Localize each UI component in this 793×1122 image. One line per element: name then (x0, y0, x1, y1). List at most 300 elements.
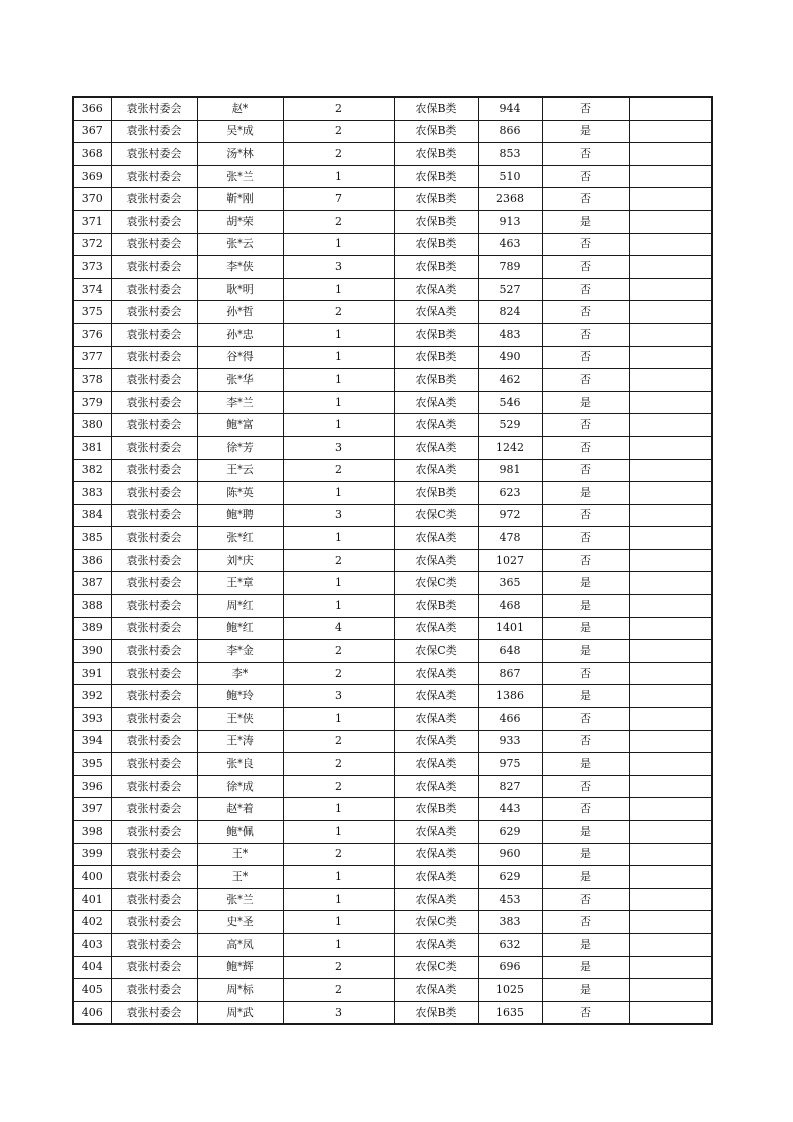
row-number-cell: 370 (73, 188, 111, 211)
village-committee-cell: 袁张村委会 (111, 323, 197, 346)
table-row (73, 911, 712, 934)
remark-cell (629, 595, 712, 618)
household-count-cell: 2 (283, 979, 394, 1002)
table-row (73, 301, 712, 324)
status-cell: 是 (542, 979, 629, 1002)
amount-cell: 478 (478, 527, 542, 550)
row-number-cell: 383 (73, 482, 111, 505)
village-committee-cell: 袁张村委会 (111, 617, 197, 640)
amount-cell: 527 (478, 278, 542, 301)
household-count-cell: 1 (283, 866, 394, 889)
amount-cell: 960 (478, 843, 542, 866)
row-number-cell: 377 (73, 346, 111, 369)
name-cell: 鲍*佩 (197, 821, 283, 844)
table-row (73, 97, 712, 120)
amount-cell: 944 (478, 97, 542, 120)
table-row (73, 256, 712, 279)
table-row (73, 210, 712, 233)
table-row (73, 866, 712, 889)
row-number-cell: 375 (73, 301, 111, 324)
household-count-cell: 1 (283, 346, 394, 369)
insurance-type-cell: 农保A类 (394, 391, 478, 414)
name-cell: 王*章 (197, 572, 283, 595)
row-number-cell: 380 (73, 414, 111, 437)
remark-cell (629, 640, 712, 663)
remark-cell (629, 662, 712, 685)
remark-cell (629, 369, 712, 392)
name-cell: 李*金 (197, 640, 283, 663)
remark-cell (629, 1001, 712, 1024)
insurance-type-cell: 农保A类 (394, 821, 478, 844)
amount-cell: 933 (478, 730, 542, 753)
row-number-cell: 369 (73, 165, 111, 188)
row-number-cell: 395 (73, 753, 111, 776)
name-cell: 徐*成 (197, 775, 283, 798)
status-cell: 是 (542, 595, 629, 618)
table-row (73, 369, 712, 392)
table-row (73, 527, 712, 550)
remark-cell (629, 504, 712, 527)
household-count-cell: 1 (283, 391, 394, 414)
village-committee-cell: 袁张村委会 (111, 595, 197, 618)
remark-cell (629, 256, 712, 279)
table-row (73, 956, 712, 979)
household-count-cell: 2 (283, 753, 394, 776)
name-cell: 鲍*聘 (197, 504, 283, 527)
insurance-type-cell: 农保B类 (394, 1001, 478, 1024)
remark-cell (629, 414, 712, 437)
name-cell: 张*华 (197, 369, 283, 392)
village-committee-cell: 袁张村委会 (111, 798, 197, 821)
row-number-cell: 404 (73, 956, 111, 979)
row-number-cell: 388 (73, 595, 111, 618)
remark-cell (629, 346, 712, 369)
row-number-cell: 381 (73, 436, 111, 459)
insurance-type-cell: 农保A类 (394, 662, 478, 685)
village-committee-cell: 袁张村委会 (111, 527, 197, 550)
table-row (73, 459, 712, 482)
status-cell: 否 (542, 256, 629, 279)
insurance-type-cell: 农保B类 (394, 120, 478, 143)
household-count-cell: 7 (283, 188, 394, 211)
remark-cell (629, 165, 712, 188)
insurance-type-cell: 农保A类 (394, 843, 478, 866)
household-count-cell: 1 (283, 369, 394, 392)
household-count-cell: 1 (283, 233, 394, 256)
insurance-type-cell: 农保B类 (394, 595, 478, 618)
remark-cell (629, 436, 712, 459)
status-cell: 是 (542, 640, 629, 663)
name-cell: 陈*英 (197, 482, 283, 505)
remark-cell (629, 459, 712, 482)
village-committee-cell: 袁张村委会 (111, 1001, 197, 1024)
name-cell: 孙*哲 (197, 301, 283, 324)
household-count-cell: 1 (283, 527, 394, 550)
household-count-cell: 1 (283, 595, 394, 618)
household-count-cell: 1 (283, 911, 394, 934)
row-number-cell: 394 (73, 730, 111, 753)
table-row (73, 617, 712, 640)
table-row (73, 888, 712, 911)
remark-cell (629, 233, 712, 256)
status-cell: 否 (542, 1001, 629, 1024)
status-cell: 否 (542, 459, 629, 482)
village-committee-cell: 袁张村委会 (111, 369, 197, 392)
insurance-type-cell: 农保B类 (394, 323, 478, 346)
remark-cell (629, 821, 712, 844)
name-cell: 周*红 (197, 595, 283, 618)
table-row (73, 549, 712, 572)
name-cell: 赵*着 (197, 798, 283, 821)
insurance-type-cell: 农保B类 (394, 210, 478, 233)
amount-cell: 1401 (478, 617, 542, 640)
name-cell: 胡*荣 (197, 210, 283, 233)
name-cell: 王* (197, 843, 283, 866)
name-cell: 周*武 (197, 1001, 283, 1024)
roster-table-body (73, 97, 712, 1024)
row-number-cell: 384 (73, 504, 111, 527)
insurance-type-cell: 农保A类 (394, 301, 478, 324)
row-number-cell: 376 (73, 323, 111, 346)
remark-cell (629, 527, 712, 550)
village-committee-cell: 袁张村委会 (111, 753, 197, 776)
table-row (73, 120, 712, 143)
name-cell: 王* (197, 866, 283, 889)
amount-cell: 629 (478, 866, 542, 889)
table-row (73, 233, 712, 256)
status-cell: 否 (542, 414, 629, 437)
status-cell: 否 (542, 278, 629, 301)
household-count-cell: 3 (283, 504, 394, 527)
village-committee-cell: 袁张村委会 (111, 482, 197, 505)
table-row (73, 504, 712, 527)
table-row (73, 1001, 712, 1024)
status-cell: 否 (542, 549, 629, 572)
household-count-cell: 2 (283, 662, 394, 685)
amount-cell: 1242 (478, 436, 542, 459)
amount-cell: 623 (478, 482, 542, 505)
insurance-type-cell: 农保A类 (394, 685, 478, 708)
remark-cell (629, 278, 712, 301)
table-row (73, 933, 712, 956)
row-number-cell: 367 (73, 120, 111, 143)
remark-cell (629, 753, 712, 776)
insurance-type-cell: 农保A类 (394, 278, 478, 301)
remark-cell (629, 685, 712, 708)
remark-cell (629, 956, 712, 979)
status-cell: 否 (542, 911, 629, 934)
amount-cell: 975 (478, 753, 542, 776)
name-cell: 徐*芳 (197, 436, 283, 459)
remark-cell (629, 323, 712, 346)
insurance-type-cell: 农保B类 (394, 256, 478, 279)
amount-cell: 1025 (478, 979, 542, 1002)
table-row (73, 595, 712, 618)
insurance-type-cell: 农保A类 (394, 775, 478, 798)
row-number-cell: 374 (73, 278, 111, 301)
insurance-type-cell: 农保C类 (394, 504, 478, 527)
status-cell: 否 (542, 730, 629, 753)
village-committee-cell: 袁张村委会 (111, 549, 197, 572)
name-cell: 张*兰 (197, 165, 283, 188)
insurance-type-cell: 农保B类 (394, 346, 478, 369)
amount-cell: 913 (478, 210, 542, 233)
household-count-cell: 1 (283, 933, 394, 956)
insurance-type-cell: 农保B类 (394, 97, 478, 120)
household-count-cell: 1 (283, 482, 394, 505)
insurance-type-cell: 农保A类 (394, 549, 478, 572)
row-number-cell: 387 (73, 572, 111, 595)
amount-cell: 463 (478, 233, 542, 256)
village-committee-cell: 袁张村委会 (111, 775, 197, 798)
remark-cell (629, 775, 712, 798)
amount-cell: 529 (478, 414, 542, 437)
table-row (73, 278, 712, 301)
table-row (73, 843, 712, 866)
insurance-type-cell: 农保B类 (394, 233, 478, 256)
household-count-cell: 3 (283, 436, 394, 459)
table-row (73, 662, 712, 685)
table-row (73, 323, 712, 346)
village-committee-cell: 袁张村委会 (111, 414, 197, 437)
amount-cell: 383 (478, 911, 542, 934)
household-count-cell: 2 (283, 143, 394, 166)
table-row (73, 775, 712, 798)
row-number-cell: 399 (73, 843, 111, 866)
row-number-cell: 366 (73, 97, 111, 120)
name-cell: 张*红 (197, 527, 283, 550)
status-cell: 否 (542, 97, 629, 120)
row-number-cell: 391 (73, 662, 111, 685)
status-cell: 是 (542, 843, 629, 866)
remark-cell (629, 210, 712, 233)
row-number-cell: 368 (73, 143, 111, 166)
amount-cell: 1386 (478, 685, 542, 708)
row-number-cell: 382 (73, 459, 111, 482)
household-count-cell: 2 (283, 956, 394, 979)
name-cell: 张*兰 (197, 888, 283, 911)
name-cell: 鲍*红 (197, 617, 283, 640)
insurance-type-cell: 农保C类 (394, 640, 478, 663)
amount-cell: 510 (478, 165, 542, 188)
household-count-cell: 1 (283, 798, 394, 821)
household-count-cell: 3 (283, 685, 394, 708)
village-committee-cell: 袁张村委会 (111, 956, 197, 979)
household-count-cell: 1 (283, 708, 394, 731)
remark-cell (629, 572, 712, 595)
status-cell: 是 (542, 572, 629, 595)
household-count-cell: 1 (283, 572, 394, 595)
amount-cell: 789 (478, 256, 542, 279)
name-cell: 史*圣 (197, 911, 283, 934)
row-number-cell: 379 (73, 391, 111, 414)
amount-cell: 867 (478, 662, 542, 685)
remark-cell (629, 549, 712, 572)
village-committee-cell: 袁张村委会 (111, 210, 197, 233)
name-cell: 鲍*玲 (197, 685, 283, 708)
household-count-cell: 2 (283, 210, 394, 233)
status-cell: 否 (542, 323, 629, 346)
row-number-cell: 393 (73, 708, 111, 731)
row-number-cell: 386 (73, 549, 111, 572)
village-committee-cell: 袁张村委会 (111, 233, 197, 256)
table-row (73, 979, 712, 1002)
amount-cell: 972 (478, 504, 542, 527)
table-row (73, 640, 712, 663)
remark-cell (629, 617, 712, 640)
household-count-cell: 3 (283, 1001, 394, 1024)
row-number-cell: 385 (73, 527, 111, 550)
table-row (73, 436, 712, 459)
village-committee-cell: 袁张村委会 (111, 933, 197, 956)
table-row (73, 414, 712, 437)
remark-cell (629, 391, 712, 414)
household-count-cell: 2 (283, 843, 394, 866)
amount-cell: 824 (478, 301, 542, 324)
remark-cell (629, 798, 712, 821)
village-committee-cell: 袁张村委会 (111, 120, 197, 143)
status-cell: 是 (542, 821, 629, 844)
status-cell: 否 (542, 301, 629, 324)
household-count-cell: 2 (283, 301, 394, 324)
insurance-type-cell: 农保A类 (394, 866, 478, 889)
status-cell: 否 (542, 888, 629, 911)
village-committee-cell: 袁张村委会 (111, 866, 197, 889)
amount-cell: 453 (478, 888, 542, 911)
village-committee-cell: 袁张村委会 (111, 143, 197, 166)
name-cell: 王*涛 (197, 730, 283, 753)
row-number-cell: 390 (73, 640, 111, 663)
amount-cell: 365 (478, 572, 542, 595)
row-number-cell: 401 (73, 888, 111, 911)
amount-cell: 2368 (478, 188, 542, 211)
amount-cell: 466 (478, 708, 542, 731)
village-committee-cell: 袁张村委会 (111, 640, 197, 663)
remark-cell (629, 911, 712, 934)
table-row (73, 730, 712, 753)
name-cell: 张*云 (197, 233, 283, 256)
household-count-cell: 3 (283, 256, 394, 279)
name-cell: 靳*刚 (197, 188, 283, 211)
insurance-type-cell: 农保B类 (394, 369, 478, 392)
status-cell: 否 (542, 233, 629, 256)
amount-cell: 629 (478, 821, 542, 844)
household-count-cell: 2 (283, 459, 394, 482)
amount-cell: 490 (478, 346, 542, 369)
amount-cell: 981 (478, 459, 542, 482)
insurance-type-cell: 农保B类 (394, 143, 478, 166)
remark-cell (629, 482, 712, 505)
table-row (73, 482, 712, 505)
table-row (73, 821, 712, 844)
village-committee-cell: 袁张村委会 (111, 436, 197, 459)
village-committee-cell: 袁张村委会 (111, 459, 197, 482)
insurance-type-cell: 农保B类 (394, 188, 478, 211)
row-number-cell: 378 (73, 369, 111, 392)
household-count-cell: 2 (283, 730, 394, 753)
insurance-type-cell: 农保A类 (394, 979, 478, 1002)
name-cell: 谷*得 (197, 346, 283, 369)
row-number-cell: 392 (73, 685, 111, 708)
household-count-cell: 1 (283, 821, 394, 844)
table-row (73, 685, 712, 708)
household-count-cell: 2 (283, 640, 394, 663)
row-number-cell: 400 (73, 866, 111, 889)
household-count-cell: 4 (283, 617, 394, 640)
status-cell: 否 (542, 775, 629, 798)
household-count-cell: 1 (283, 278, 394, 301)
village-committee-cell: 袁张村委会 (111, 821, 197, 844)
remark-cell (629, 933, 712, 956)
insurance-type-cell: 农保C类 (394, 911, 478, 934)
household-count-cell: 1 (283, 165, 394, 188)
village-committee-cell: 袁张村委会 (111, 843, 197, 866)
village-committee-cell: 袁张村委会 (111, 888, 197, 911)
household-count-cell: 2 (283, 97, 394, 120)
village-committee-cell: 袁张村委会 (111, 685, 197, 708)
amount-cell: 468 (478, 595, 542, 618)
insurance-type-cell: 农保C类 (394, 956, 478, 979)
name-cell: 李*侠 (197, 256, 283, 279)
row-number-cell: 396 (73, 775, 111, 798)
table-row (73, 708, 712, 731)
amount-cell: 1027 (478, 549, 542, 572)
status-cell: 是 (542, 866, 629, 889)
table-row (73, 753, 712, 776)
household-count-cell: 2 (283, 775, 394, 798)
insurance-type-cell: 农保B类 (394, 165, 478, 188)
status-cell: 否 (542, 143, 629, 166)
roster-table (72, 96, 713, 1025)
row-number-cell: 402 (73, 911, 111, 934)
name-cell: 鲍*富 (197, 414, 283, 437)
insurance-type-cell: 农保B类 (394, 798, 478, 821)
status-cell: 是 (542, 753, 629, 776)
name-cell: 高*凤 (197, 933, 283, 956)
status-cell: 否 (542, 165, 629, 188)
status-cell: 否 (542, 662, 629, 685)
village-committee-cell: 袁张村委会 (111, 708, 197, 731)
village-committee-cell: 袁张村委会 (111, 278, 197, 301)
household-count-cell: 1 (283, 888, 394, 911)
status-cell: 是 (542, 482, 629, 505)
table-row (73, 165, 712, 188)
remark-cell (629, 730, 712, 753)
remark-cell (629, 120, 712, 143)
insurance-type-cell: 农保A类 (394, 730, 478, 753)
status-cell: 否 (542, 188, 629, 211)
village-committee-cell: 袁张村委会 (111, 256, 197, 279)
village-committee-cell: 袁张村委会 (111, 730, 197, 753)
remark-cell (629, 301, 712, 324)
village-committee-cell: 袁张村委会 (111, 662, 197, 685)
row-number-cell: 406 (73, 1001, 111, 1024)
name-cell: 王*侠 (197, 708, 283, 731)
name-cell: 鲍*辉 (197, 956, 283, 979)
village-committee-cell: 袁张村委会 (111, 346, 197, 369)
household-count-cell: 2 (283, 549, 394, 572)
row-number-cell: 373 (73, 256, 111, 279)
amount-cell: 866 (478, 120, 542, 143)
status-cell: 是 (542, 685, 629, 708)
insurance-type-cell: 农保A类 (394, 708, 478, 731)
amount-cell: 546 (478, 391, 542, 414)
status-cell: 否 (542, 798, 629, 821)
status-cell: 是 (542, 956, 629, 979)
village-committee-cell: 袁张村委会 (111, 165, 197, 188)
amount-cell: 443 (478, 798, 542, 821)
insurance-type-cell: 农保B类 (394, 482, 478, 505)
